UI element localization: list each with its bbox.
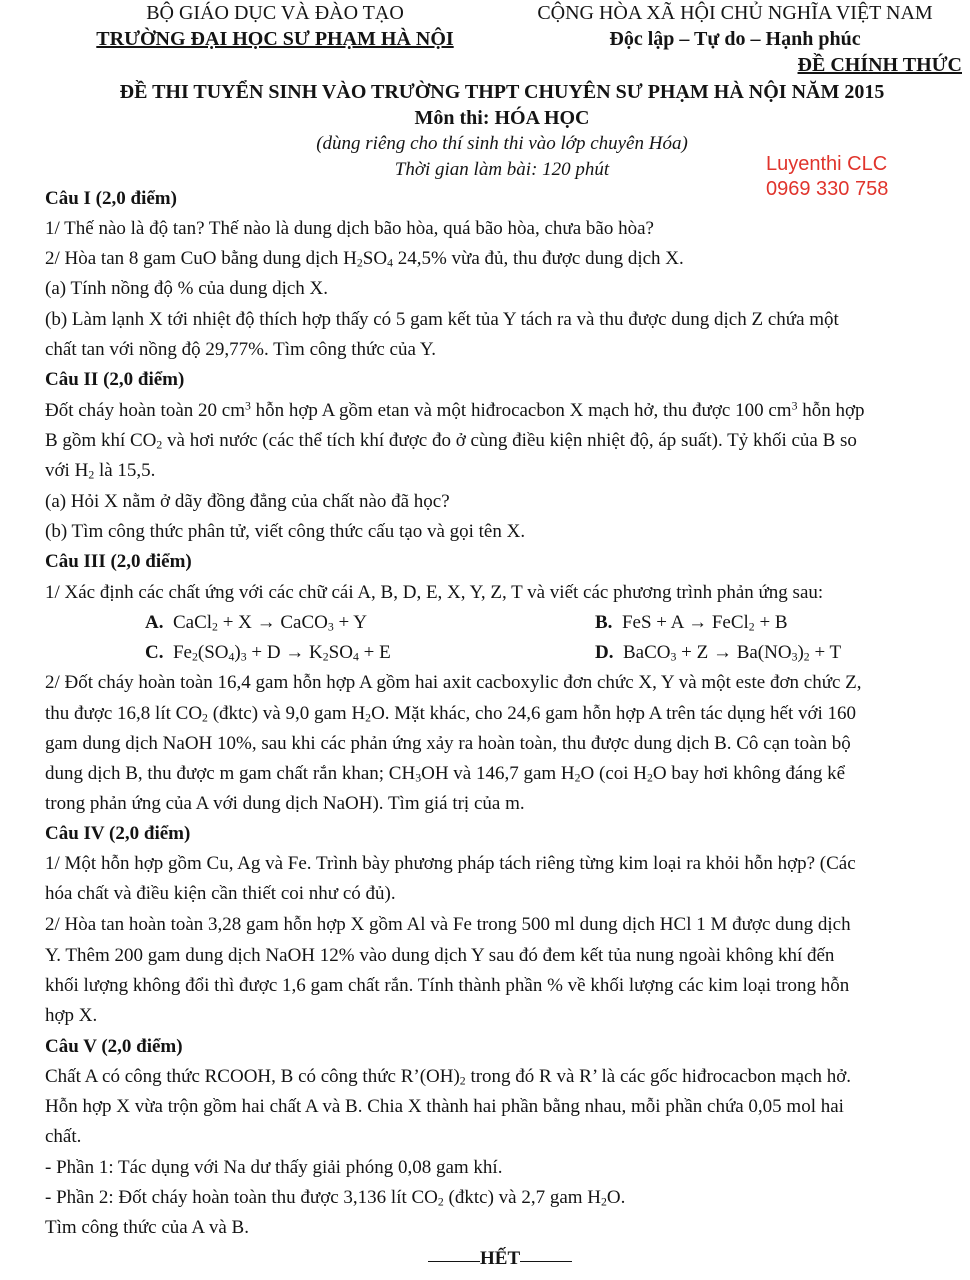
equation-a: A. CaCl$_2$ + X → CaCO$_3$ + Y (145, 612, 367, 634)
country-name: CỘNG HÒA XÃ HỘI CHỦ NGHĨA VIỆT NAM (537, 2, 933, 24)
question-2-heading: Câu II (2,0 điểm) (45, 369, 185, 390)
question-5-heading: Câu V (2,0 điểm) (45, 1036, 183, 1057)
question-5-line: Chất A có công thức RCOOH, B có công thức $R’(OH)_2$ trong đó R và R’ là các gốc hiđrocacbon mạch hở. (45, 1066, 852, 1088)
question-4-heading: Câu IV (2,0 điểm) (45, 823, 191, 844)
equation-b: B. FeS + A → FeCl$_2$ + B (595, 612, 788, 634)
watermark-name: Luyenthi CLC (766, 153, 888, 175)
question-2-line: với $H_2$ là 15,5. (45, 460, 156, 482)
question-4-line: khối lượng không đổi thì được 1,6 gam chất rắn. Tính thành phần % về khối lượng các kim loại trong hỗn (45, 975, 850, 996)
equation-d: D. BaCO$_3$ + $Z \to Ba(NO_3)_2 + T$ (595, 642, 842, 664)
end-rule-left (428, 1260, 480, 1262)
question-3-line: 2/ Đốt cháy hoàn toàn 16,4 gam hỗn hợp A gồm hai axit cacboxylic đơn chức X, Y và một este đơn chức Z, (45, 672, 862, 693)
watermark-phone: 0969 330 758 (766, 178, 889, 200)
question-4-line: hóa chất và điều kiện cần thiết coi như có đủ). (45, 883, 396, 904)
question-2-line: (a) Hỏi X nằm ở dãy đồng đẳng của chất nào đã học? (45, 491, 450, 512)
question-1-line: chất tan với nồng độ 29,77%. Tìm công thức của Y. (45, 339, 436, 360)
question-3-line: thu được 16,8 lít $CO_2$ (đktc) và 9,0 gam $H_2O$. Mặt khác, cho 24,6 gam hỗn hợp A trên tác dụng hết với 160 (45, 703, 857, 725)
question-1-line: (b) Làm lạnh X tới nhiệt độ thích hợp thấy có 5 gam kết tủa Y tách ra và thu được dung dịch Z chứa một (45, 309, 839, 330)
question-3-line: gam dung dịch NaOH 10%, sau khi các phản ứng xảy ra hoàn toàn, thu được dung dịch B. Cô cạn toàn bộ (45, 733, 851, 754)
question-4-line: Y. Thêm 200 gam dung dịch NaOH 12% vào dung dịch Y sau đó đem kết tủa nung ngoài không khí đến (45, 945, 835, 966)
question-1-line: 1/ Thế nào là độ tan? Thế nào là dung dịch bão hòa, quá bão hòa, chưa bão hòa? (45, 218, 654, 239)
exam-note: (dùng riêng cho thí sinh thi vào lớp chuyên Hóa) (316, 133, 688, 154)
question-5-line: Hỗn hợp X vừa trộn gồm hai chất A và B. Chia X thành hai phần bằng nhau, mỗi phần chứa 0,05 mol hai (45, 1096, 844, 1117)
question-5-line: chất. (45, 1126, 82, 1147)
exam-title: ĐỀ THI TUYỂN SINH VÀO TRƯỜNG THPT CHUYÊN SƯ PHẠM HÀ NỘI NĂM 2015 (119, 81, 885, 103)
question-5-line: Tìm công thức của A và B. (45, 1217, 249, 1238)
question-2-line: Đốt cháy hoàn toàn 20 $cm^3$ hỗn hợp A gồm etan và một hiđrocacbon X mạch hở, thu được 100 $cm^3$ hỗn hợp (45, 399, 865, 421)
question-3-line: trong phản ứng của A với dung dịch NaOH). Tìm giá trị của m. (45, 793, 525, 814)
school-name: TRƯỜNG ĐẠI HỌC SƯ PHẠM HÀ NỘI (96, 28, 454, 50)
question-5-line: - Phần 1: Tác dụng với Na dư thấy giải phóng 0,08 gam khí. (45, 1157, 503, 1178)
ministry-name: BỘ GIÁO DỤC VÀ ĐÀO TẠO (146, 2, 404, 24)
question-5-line: - Phần 2: Đốt cháy hoàn toàn thu được 3,136 lít $CO_2$ (đktc) và 2,7 gam $H_2O$. (45, 1187, 626, 1209)
question-2-line: B gồm khí $CO_2$ và hơi nước (các thể tích khí được đo ở cùng điều kiện nhiệt độ, áp suất). Tỷ khối của B so (45, 430, 857, 452)
question-4-line: hợp X. (45, 1005, 98, 1026)
question-4-line: 1/ Một hỗn hợp gồm Cu, Ag và Fe. Trình bày phương pháp tách riêng từng kim loại ra khỏi hỗn hợp? (Các (45, 853, 856, 874)
question-2-line: (b) Tìm công thức phân tử, viết công thức cấu tạo và gọi tên X. (45, 521, 526, 542)
official-label: ĐỀ CHÍNH THỨC (797, 54, 962, 76)
question-3-line: 1/ Xác định các chất ứng với các chữ cái A, B, D, E, X, Y, Z, T và viết các phương trình phản ứng sau: (45, 582, 824, 603)
end-marker: HẾT (428, 1245, 572, 1273)
question-3-heading: Câu III (2,0 điểm) (45, 551, 192, 572)
exam-time: Thời gian làm bài: 120 phút (394, 159, 610, 180)
question-1-line: (a) Tính nồng độ % của dung dịch X. (45, 278, 329, 299)
question-1-heading: Câu I (2,0 điểm) (45, 188, 177, 209)
question-3-line: dung dịch B, thu được m gam chất rắn khan; $CH_3OH$ và 146,7 gam $H_2O$ (coi $H_2O$ bay hơi không đáng kể (45, 763, 846, 785)
question-1-line: 2/ Hòa tan 8 gam CuO bằng dung dịch $H_2SO_4$ 24,5% vừa đủ, thu được dung dịch X. (45, 248, 684, 270)
question-4-line: 2/ Hòa tan hoàn toàn 3,28 gam hỗn hợp X gồm Al và Fe trong 500 ml dung dịch HCl 1 M được dung dịch (45, 914, 851, 935)
exam-subject: Môn thi: HÓA HỌC (414, 107, 590, 129)
equation-c: C. $Fe_2(SO_4)_3 + D \to K_2SO_4 + E$ (145, 642, 391, 664)
national-motto: Độc lập – Tự do – Hạnh phúc (609, 28, 861, 50)
end-rule-right (520, 1260, 572, 1262)
